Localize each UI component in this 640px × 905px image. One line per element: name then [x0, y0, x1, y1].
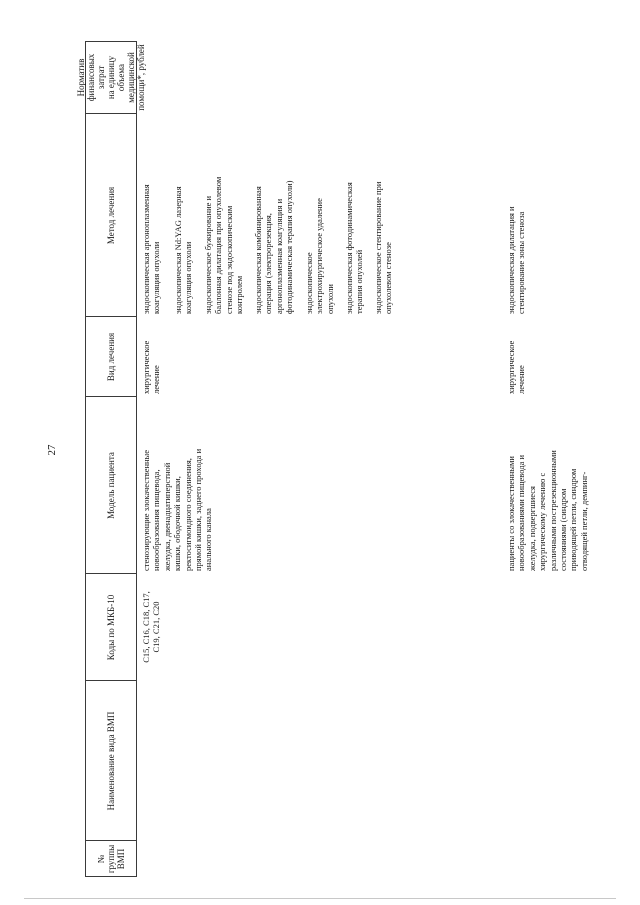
page-number: 27 — [46, 444, 58, 456]
row1-method-3: эндоскопическое бужирование и баллонная дилатация при опухолевом стенозе под эндоскопическим контролем — [203, 176, 245, 314]
header-name: Наименование вида ВМП — [106, 711, 116, 811]
header-group: № группы ВМП — [96, 844, 126, 874]
row1-method-7: эндоскопическое стентирование при опухолевом стенозе — [373, 181, 394, 314]
row1-method-2: эндоскопическая Nd:YAG лазерная коагуляция опухоли — [173, 186, 194, 314]
row1-method-5: эндоскопическое электрохирургическое удаление опухоли — [304, 198, 335, 314]
header-model: Модель пациента — [106, 452, 116, 519]
treatment-table — [76, 41, 630, 877]
row1-method-6: эндоскопическая фотодинамическая терапия опухолей — [344, 182, 365, 314]
row2-model: пациенты со злокачественными новообразованиями пищевода и желудка, подвергшиеся хирургическому лечению с различными пострезекционными состояниями (синдром приводящей петли, синдром отводящей петли, демпинг- — [506, 450, 589, 571]
row1-codes: C15, C16, C18, C17, C19, C21, C20 — [141, 591, 162, 663]
row1-method-1: эндоскопическая аргоноплазменная коагуляция опухоли — [141, 184, 162, 314]
page-bottom-edge — [24, 898, 616, 899]
header-norm: Норматив финансовых затрат на единицу объема медицинской помощи*, рублей — [76, 44, 146, 111]
row1-model: стенозирующие злокачественные новообразования пищевода, желудка, двенадцатиперстной кишки, ободочной кишки, ректосигмоидного соединения, прямой кишки, заднего прохода и анального канала — [141, 448, 214, 571]
header-method: Метод лечения — [106, 186, 116, 245]
row2-method-1: эндоскопическая дилатация и стентирование зоны стеноза — [506, 206, 527, 314]
row1-type: хирургическое лечение — [141, 340, 162, 394]
rotated-table — [76, 41, 630, 877]
header-type: Вид лечения — [106, 332, 116, 382]
header-codes: Коды по МКБ-10 — [106, 594, 116, 661]
row2-type: хирургическое лечение — [506, 340, 527, 394]
row1-method-4: эндоскопическая комбинированная операция (электрорезекция, аргоноплазменная коагуляция и фотодинамическая терапия опухоли) — [253, 180, 295, 314]
